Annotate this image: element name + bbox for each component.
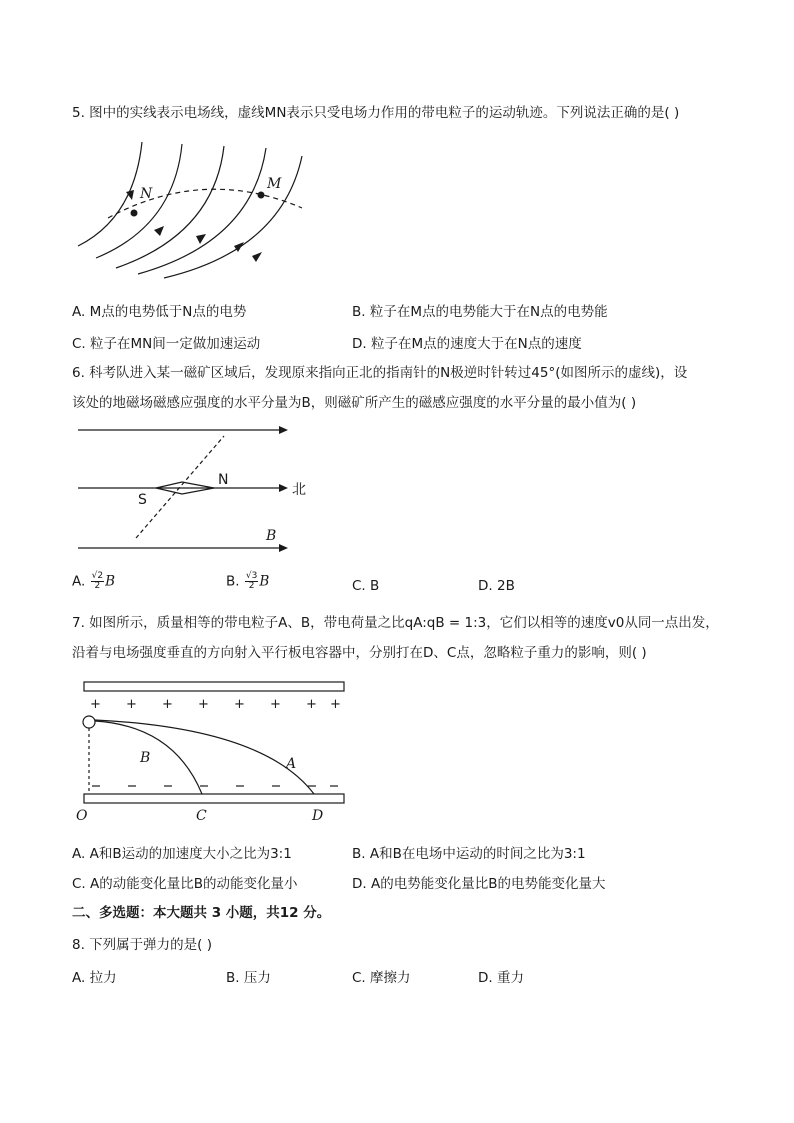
q8-stem: 8. 下列属于弹力的是( )	[72, 937, 212, 953]
q6-label-b: B	[266, 528, 277, 544]
q6-option-a-suffix: B	[105, 573, 115, 590]
q6-option-b-prefix: B.	[226, 573, 240, 590]
q7-option-a: A. A和B运动的加速度大小之比为3:1	[72, 846, 292, 862]
q5-option-d: D. 粒子在M点的速度大于在N点的速度	[352, 336, 582, 352]
q6-option-b-denominator: 2	[248, 581, 255, 591]
q6-option-a-numerator: √2	[91, 571, 104, 581]
q6-option-d: D. 2B	[478, 578, 515, 594]
q8-option-c: C. 摩擦力	[352, 970, 411, 986]
q7-label-b: B	[140, 750, 151, 766]
q7-label-o: O	[76, 808, 88, 824]
q5-label-n: N	[140, 186, 153, 202]
q5-option-c: C. 粒子在MN间一定做加速运动	[72, 336, 261, 352]
svg-text:+: +	[234, 697, 245, 712]
q7-label-a: A	[286, 756, 297, 772]
q6-option-a-fraction	[91, 572, 104, 591]
q6-option-a-prefix: A.	[72, 573, 86, 590]
q6-stem-line1: 6. 科考队进入某一磁矿区域后，发现原来指向正北的指南针的N极逆时针转过45°(如图所示的虚线)，设	[72, 365, 688, 381]
q8-option-d: D. 重力	[478, 970, 524, 986]
q8-option-a: A. 拉力	[72, 970, 117, 986]
q6-option-b	[226, 572, 269, 591]
q5-electric-field-figure	[74, 138, 314, 283]
q7-stem-line1: 7. 如图所示，质量相等的带电粒子A、B，带电荷量之比qA:qB = 1:3，它们以相等的速度v0从同一点出发，	[72, 615, 719, 631]
q7-stem-line2: 沿着与电场强度垂直的方向射入平行板电容器中，分别打在D、C点，忽略粒子重力的影响，则( )	[72, 645, 647, 661]
q7-label-d: D	[312, 808, 324, 824]
q5-option-b: B. 粒子在M点的电势能大于在N点的电势能	[352, 304, 608, 320]
q5-option-a: A. M点的电势低于N点的电势	[72, 304, 247, 320]
svg-text:+: +	[330, 697, 341, 712]
q7-option-c: C. A的动能变化量比B的动能变化量小	[72, 876, 298, 892]
svg-text:+: +	[270, 697, 281, 712]
q7-label-c: C	[196, 808, 207, 824]
q6-option-a-denominator: 2	[94, 581, 101, 591]
q7-plus-signs	[90, 697, 341, 712]
svg-text:+: +	[198, 697, 209, 712]
q7-option-b: B. A和B在电场中运动的时间之比为3:1	[352, 846, 586, 862]
q6-option-b-suffix: B	[259, 573, 270, 590]
q7-capacitor-figure	[74, 678, 354, 828]
svg-text:+: +	[162, 697, 173, 712]
q6-label-n: N	[218, 472, 229, 488]
q6-label-north: 北	[292, 482, 306, 498]
section-heading: 二、多选题：本大题共 3 小题，共12 分。	[72, 905, 331, 921]
q6-stem-line2: 该处的地磁场磁感应强度的水平分量为B，则磁矿所产生的磁感应强度的水平分量的最小值为( )	[72, 395, 637, 411]
svg-text:+: +	[306, 697, 317, 712]
svg-text:+: +	[90, 697, 101, 712]
q6-option-b-fraction	[245, 572, 258, 591]
q6-option-b-numerator: √3	[245, 571, 258, 581]
svg-text:+: +	[126, 697, 137, 712]
q6-option-c: C. B	[352, 578, 380, 594]
q5-stem: 5. 图中的实线表示电场线，虚线MN表示只受电场力作用的带电粒子的运动轨迹。下列说法正确的是( )	[72, 105, 680, 121]
q8-option-b: B. 压力	[226, 970, 271, 986]
q6-option-a	[72, 572, 115, 591]
q7-option-d: D. A的电势能变化量比B的电势能变化量大	[352, 876, 606, 892]
q6-compass-figure	[74, 420, 324, 560]
q6-label-s: S	[138, 492, 147, 508]
q5-label-m: M	[267, 176, 282, 192]
